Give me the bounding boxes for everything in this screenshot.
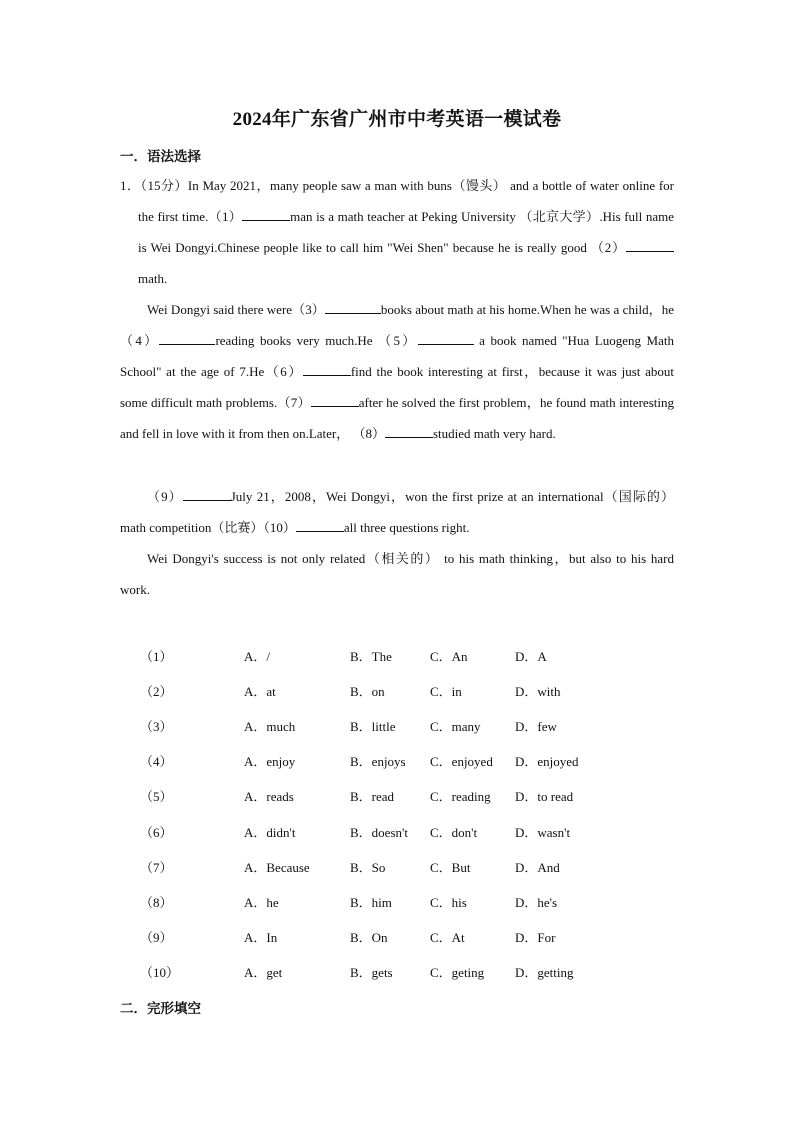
option-row (140, 849, 605, 884)
answer-blank (311, 393, 359, 407)
passage-text: a book named "Hua Luogeng Math School" at the age of 7.He（6） (120, 333, 674, 379)
option-d[interactable]: D．For (515, 929, 556, 945)
option-d[interactable]: D．few (515, 719, 557, 735)
option-a[interactable]: A．didn't (244, 824, 296, 840)
option-c[interactable]: C．But (430, 859, 471, 875)
passage-text: 1．（15分）In May 2021，many people saw a man with buns（馒头） and a bottle of water online for the first time.（1） (120, 178, 674, 224)
option-a[interactable]: A．he (244, 894, 279, 910)
passage-text: find the book interesting at first，because it was just about some difficult math problems.（7） (120, 364, 675, 410)
option-d[interactable]: D．wasn't (515, 824, 571, 840)
answer-blank (296, 518, 344, 532)
option-d[interactable]: D．A (515, 649, 547, 665)
option-a[interactable]: A．much (244, 719, 296, 735)
option-b[interactable]: B．little (350, 719, 396, 735)
question-number: （4） (140, 754, 173, 770)
option-d[interactable]: D．enjoyed (515, 754, 579, 770)
option-b[interactable]: B．On (350, 929, 388, 945)
option-row (140, 743, 605, 778)
option-d[interactable]: D．And (515, 859, 560, 875)
option-b[interactable]: B．him (350, 894, 392, 910)
option-d[interactable]: D．with (515, 684, 561, 700)
option-a[interactable]: A．at (244, 684, 276, 700)
passage-text: （9） (147, 489, 183, 504)
option-a[interactable]: A．Because (244, 859, 310, 875)
option-b[interactable]: B．The (350, 649, 392, 665)
question-number: （8） (140, 894, 173, 910)
option-c[interactable]: C．many (430, 719, 481, 735)
question-number: （5） (140, 789, 173, 805)
option-c[interactable]: C．his (430, 894, 467, 910)
option-d[interactable]: D．he's (515, 894, 558, 910)
passage-text: all three questions right. (343, 520, 470, 535)
option-row (140, 954, 605, 989)
option-a[interactable]: A．reads (244, 789, 294, 805)
section-heading-cloze: 二．完形填空 (120, 1001, 201, 1017)
passage-text: reading books very much.He （5） (215, 333, 418, 348)
question-number: （1） (140, 649, 173, 665)
question-number: （3） (140, 719, 173, 735)
option-row (140, 778, 605, 813)
answer-blank (303, 362, 351, 376)
passage-paragraph-3 (120, 481, 674, 543)
options-table (140, 638, 605, 989)
passage-paragraph-4: Wei Dongyi's success is not only related（相关的） to his math thinking，but also to his hard work. (120, 551, 674, 597)
option-b[interactable]: B．So (350, 859, 386, 875)
answer-blank (242, 207, 290, 221)
question-1-passage (120, 170, 674, 294)
option-a[interactable]: A．In (244, 929, 278, 945)
option-row (140, 813, 605, 848)
passage-text: July 21，2008，Wei Dongyi，won the first prize at an international（国际的）math competition（比赛）（10） (120, 489, 674, 535)
option-row (140, 638, 605, 673)
option-d[interactable]: D．to read (515, 789, 574, 805)
passage-text: studied math very hard. (433, 426, 556, 441)
passage-text: after he solved the first problem，he found math interesting and fell in love with it from then on.Later， （8） (120, 395, 674, 441)
answer-blank (183, 487, 231, 501)
question-number: （10） (140, 964, 180, 980)
question-number: （6） (140, 824, 173, 840)
option-a[interactable]: A．get (244, 964, 283, 980)
question-number: （7） (140, 859, 173, 875)
option-row (140, 673, 605, 708)
option-c[interactable]: C．geting (430, 964, 485, 980)
option-c[interactable]: C．enjoyed (430, 754, 493, 770)
option-c[interactable]: C．in (430, 684, 462, 700)
answer-blank (418, 331, 474, 345)
answer-blank (325, 300, 381, 314)
answer-blank (159, 331, 215, 345)
passage-text: books about math at his home.When he was a child，he （4） (120, 302, 674, 348)
option-d[interactable]: D．getting (515, 964, 574, 980)
option-c[interactable]: C．An (430, 649, 468, 665)
question-number: （2） (140, 684, 173, 700)
passage-paragraph-2 (120, 294, 674, 449)
option-row (140, 884, 605, 919)
option-c[interactable]: C．reading (430, 789, 491, 805)
option-row (140, 708, 605, 743)
option-a[interactable]: A．enjoy (244, 754, 296, 770)
passage-text: man is a math teacher at Peking University （北京大学）.His full name is Wei Dongyi.Chinese people like to call him "Wei Shen" because he is really good （2） (138, 209, 674, 255)
passage-text: Wei Dongyi said there were（3） (147, 302, 325, 317)
option-b[interactable]: B．gets (350, 964, 393, 980)
section-heading-grammar: 一．语法选择 (120, 149, 201, 165)
passage-text: math. (138, 271, 168, 286)
answer-blank (385, 424, 433, 438)
option-c[interactable]: C．don't (430, 824, 478, 840)
page-title: 2024年广东省广州市中考英语一模试卷 (232, 109, 562, 130)
option-b[interactable]: B．read (350, 789, 395, 805)
option-a[interactable]: A．/ (244, 649, 271, 665)
option-b[interactable]: B．doesn't (350, 824, 408, 840)
option-c[interactable]: C．At (430, 929, 465, 945)
option-b[interactable]: B．enjoys (350, 754, 406, 770)
answer-blank (626, 238, 674, 252)
question-number: （9） (140, 929, 173, 945)
option-b[interactable]: B．on (350, 684, 385, 700)
option-row (140, 919, 605, 954)
